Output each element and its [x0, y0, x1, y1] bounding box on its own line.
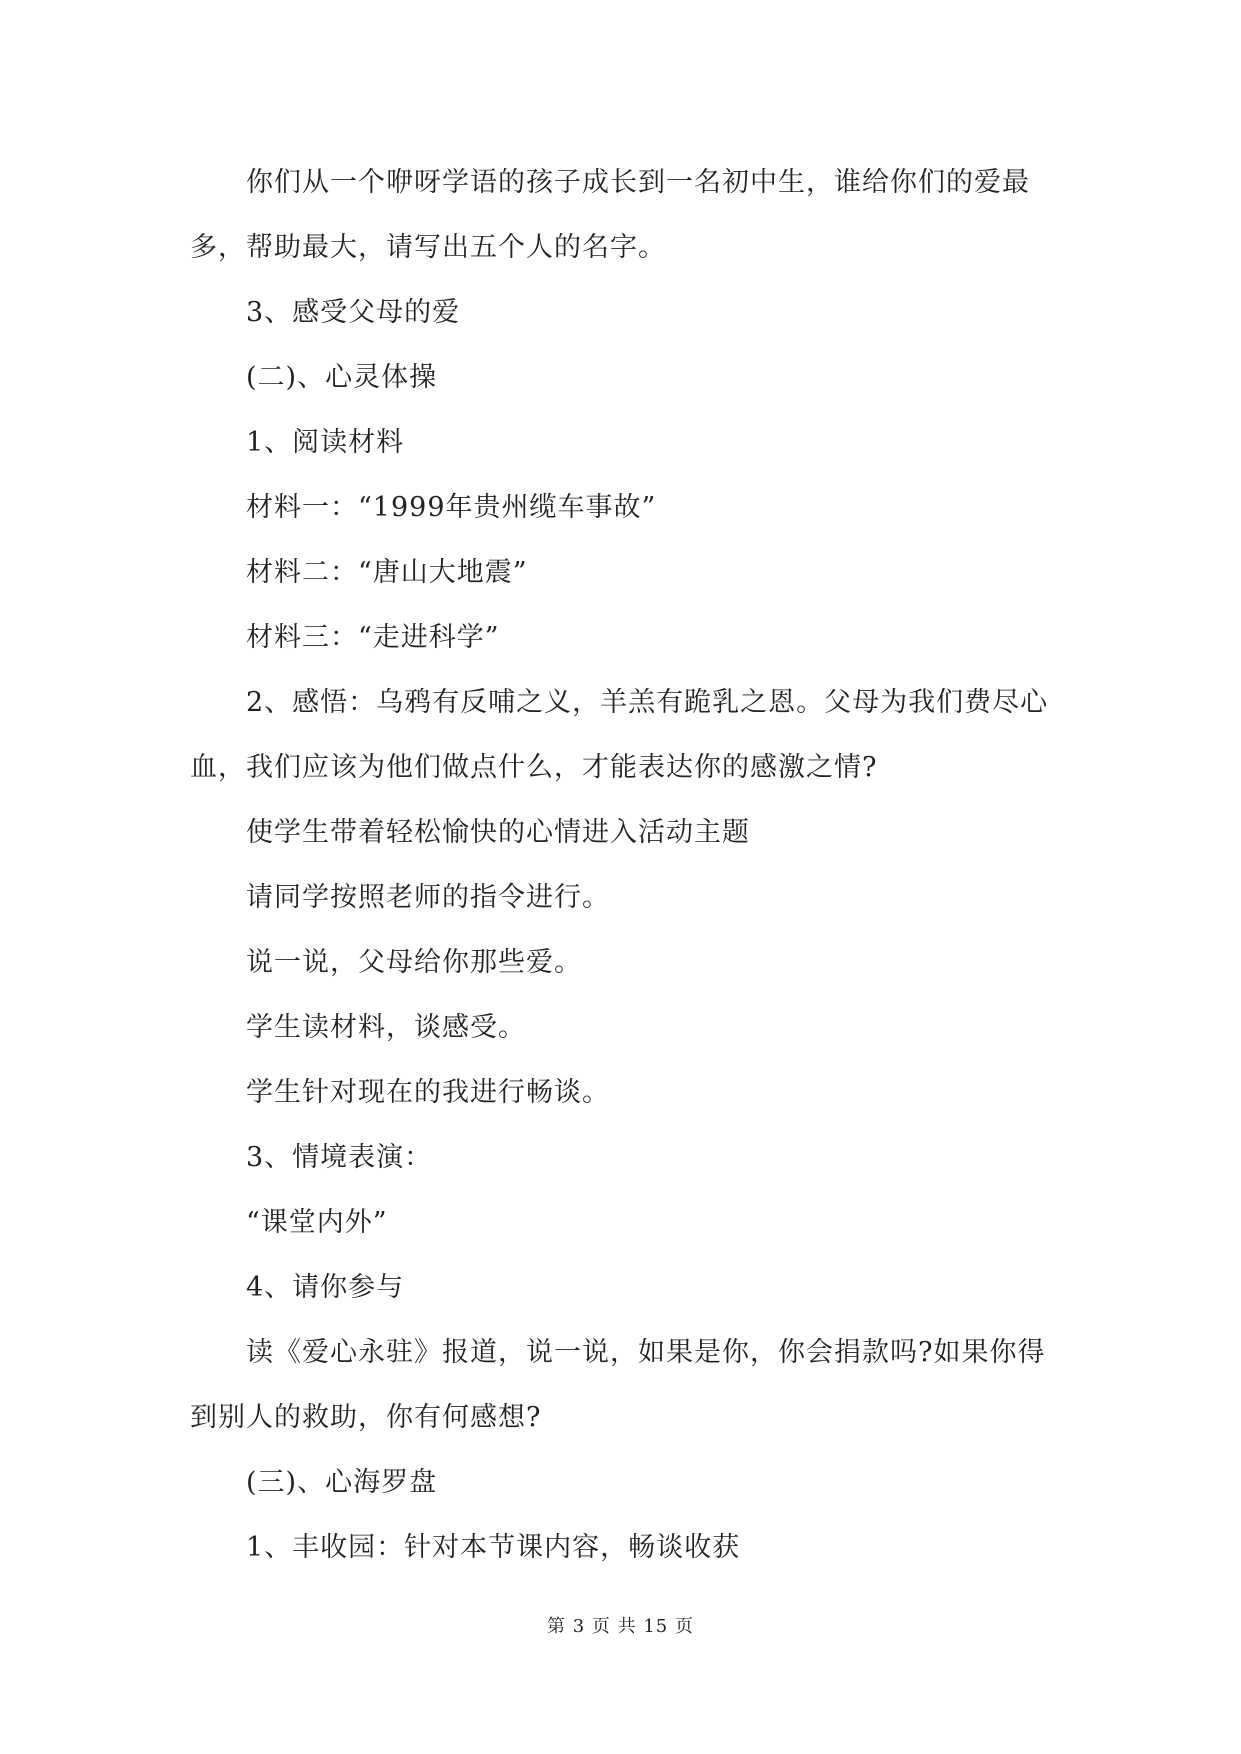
paragraph: 读《爱心永驻》报道，说一说，如果是你，你会捐款吗?如果你得到别人的救助，你有何感想? [190, 1337, 1046, 1433]
paragraph: 3、情境表演： [246, 1142, 433, 1173]
paragraph: 材料二：“唐山大地震” [246, 557, 528, 588]
paragraph: 1、阅读材料 [246, 427, 405, 458]
page-footer: 第 3 页 共 15 页 [547, 1616, 694, 1637]
paragraph: 3、感受父母的爱 [246, 297, 461, 328]
paragraph: “课堂内外” [246, 1207, 388, 1238]
paragraph: (三)、心海罗盘 [246, 1467, 438, 1498]
paragraph: 1、丰收园：针对本节课内容，畅谈收获 [246, 1532, 741, 1563]
paragraph: 4、请你参与 [246, 1272, 405, 1303]
paragraph: 学生针对现在的我进行畅谈。 [246, 1077, 610, 1108]
paragraph: 材料三：“走进科学” [246, 622, 500, 653]
paragraph: 你们从一个咿呀学语的孩子成长到一名初中生，谁给你们的爱最多，帮助最大，请写出五个人的名字。 [190, 167, 1030, 263]
paragraph: 材料一：“1999年贵州缆车事故” [246, 492, 657, 523]
document-body [190, 150, 1060, 1580]
paragraph: 使学生带着轻松愉快的心情进入活动主题 [246, 817, 750, 848]
paragraph: 说一说，父母给你那些爱。 [246, 947, 582, 978]
paragraph: (二)、心灵体操 [246, 362, 438, 393]
paragraph: 学生读材料，谈感受。 [246, 1012, 526, 1043]
paragraph: 请同学按照老师的指令进行。 [246, 882, 610, 913]
paragraph: 2、感悟：乌鸦有反哺之义，羊羔有跪乳之恩。父母为我们费尽心血，我们应该为他们做点什么，才能表达你的感激之情? [190, 687, 1049, 783]
